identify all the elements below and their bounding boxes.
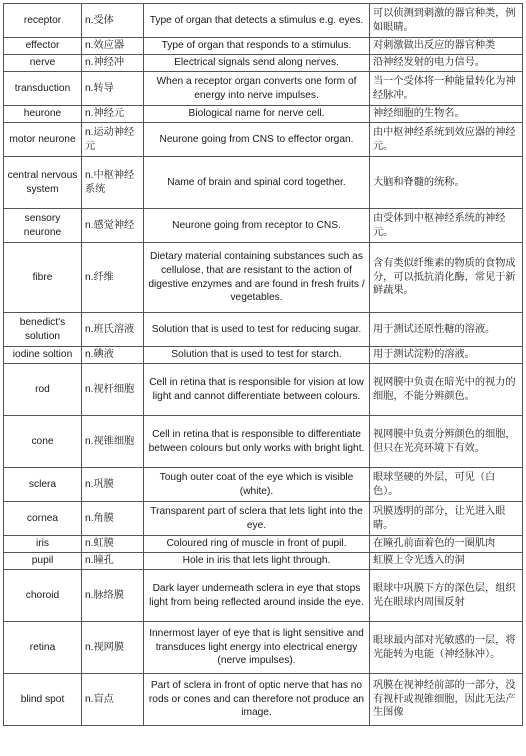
part-of-speech-cell: n.受体 — [82, 4, 144, 38]
definition-cell: Type of organ that detects a stimulus e.g. eyes. — [144, 4, 370, 38]
term-cell: motor neurone — [4, 123, 82, 157]
definition-cell: Name of brain and spinal cord together. — [144, 157, 370, 209]
table-row — [4, 4, 523, 38]
term-cell: central nervous system — [4, 157, 82, 209]
part-of-speech-cell: n.视网膜 — [82, 622, 144, 674]
chinese-definition-cell: 当一个受体将一种能量转化为神经脉冲。 — [370, 72, 523, 106]
part-of-speech-cell: n.运动神经元 — [82, 123, 144, 157]
term-cell: iris — [4, 536, 82, 553]
part-of-speech-cell: n.巩膜 — [82, 468, 144, 502]
definition-cell: Neurone going from receptor to CNS. — [144, 209, 370, 243]
part-of-speech-cell: n.神经元 — [82, 106, 144, 123]
chinese-definition-cell: 由受体到中枢神经系统的神经元。 — [370, 209, 523, 243]
definition-cell: Hole in iris that lets light through. — [144, 553, 370, 570]
part-of-speech-cell: n.纤维 — [82, 243, 144, 313]
table-row — [4, 38, 523, 55]
definition-cell: Biological name for nerve cell. — [144, 106, 370, 123]
table-row — [4, 674, 523, 726]
part-of-speech-cell: n.脉络膜 — [82, 570, 144, 622]
chinese-definition-cell: 用于测试还原性糖的溶液。 — [370, 313, 523, 347]
definition-cell: Coloured ring of muscle in front of pupil. — [144, 536, 370, 553]
definition-cell: Tough outer coat of the eye which is visible (white). — [144, 468, 370, 502]
definition-cell: Dietary material containing substances such as cellulose, that are resistant to the action of digestive enzymes and are found in fresh fruits / vegetables. — [144, 243, 370, 313]
term-cell: receptor — [4, 4, 82, 38]
definition-cell: Type of organ that responds to a stimulus. — [144, 38, 370, 55]
table-row — [4, 468, 523, 502]
table-row — [4, 416, 523, 468]
term-cell: sensory neurone — [4, 209, 82, 243]
chinese-definition-cell: 眼球坚硬的外层，可见（白色）。 — [370, 468, 523, 502]
term-cell: transduction — [4, 72, 82, 106]
glossary-body — [4, 4, 523, 726]
term-cell: choroid — [4, 570, 82, 622]
chinese-definition-cell: 在瞳孔前面着色的一圈肌肉 — [370, 536, 523, 553]
term-cell: rod — [4, 364, 82, 416]
definition-cell: Dark layer underneath sclera in eye that stops light from being reflected around inside the eye. — [144, 570, 370, 622]
term-cell: pupil — [4, 553, 82, 570]
definition-cell: Solution that is used to test for reducing sugar. — [144, 313, 370, 347]
chinese-definition-cell: 对刺激做出反应的器官种类 — [370, 38, 523, 55]
table-row — [4, 622, 523, 674]
term-cell: benedict's solution — [4, 313, 82, 347]
definition-cell: Cell in retina that is responsible for vision at low light and cannot differentiate between colours. — [144, 364, 370, 416]
part-of-speech-cell: n.虹膜 — [82, 536, 144, 553]
term-cell: retina — [4, 622, 82, 674]
table-row — [4, 123, 523, 157]
definition-cell: Neurone going from CNS to effector organ. — [144, 123, 370, 157]
table-row — [4, 72, 523, 106]
term-cell: fibre — [4, 243, 82, 313]
chinese-definition-cell: 沿神经发射的电力信号。 — [370, 55, 523, 72]
table-row — [4, 347, 523, 364]
part-of-speech-cell: n.转导 — [82, 72, 144, 106]
term-cell: blind spot — [4, 674, 82, 726]
part-of-speech-cell: n.神经冲 — [82, 55, 144, 72]
definition-cell: When a receptor organ converts one form of energy into nerve impulses. — [144, 72, 370, 106]
part-of-speech-cell: n.碘液 — [82, 347, 144, 364]
chinese-definition-cell: 视网膜中负责在暗光中的视力的细胞，不能分辨颜色。 — [370, 364, 523, 416]
glossary-table — [3, 3, 523, 726]
part-of-speech-cell: n.视锥细胞 — [82, 416, 144, 468]
term-cell: heurone — [4, 106, 82, 123]
definition-cell: Transparent part of sclera that lets light into the eye. — [144, 502, 370, 536]
chinese-definition-cell: 含有类似纤维素的物质的食物成分，可以抵抗消化酶，常见于新鲜蔬果。 — [370, 243, 523, 313]
table-row — [4, 209, 523, 243]
part-of-speech-cell: n.角膜 — [82, 502, 144, 536]
chinese-definition-cell: 眼球最内部对光敏感的一层，将光能转为电能（神经脉冲）。 — [370, 622, 523, 674]
chinese-definition-cell: 大脑和脊髓的统称。 — [370, 157, 523, 209]
term-cell: cone — [4, 416, 82, 468]
chinese-definition-cell: 可以侦测到刺激的器官种类，例如眼睛。 — [370, 4, 523, 38]
term-cell: nerve — [4, 55, 82, 72]
chinese-definition-cell: 神经细胞的生物名。 — [370, 106, 523, 123]
table-row — [4, 313, 523, 347]
term-cell: effector — [4, 38, 82, 55]
chinese-definition-cell: 眼球中巩膜下方的深色层，组织光在眼球内周围反射 — [370, 570, 523, 622]
part-of-speech-cell: n.感觉神经 — [82, 209, 144, 243]
table-row — [4, 570, 523, 622]
table-row — [4, 502, 523, 536]
chinese-definition-cell: 虹膜上令光透入的洞 — [370, 553, 523, 570]
table-row — [4, 157, 523, 209]
table-row — [4, 106, 523, 123]
table-row — [4, 243, 523, 313]
definition-cell: Solution that is used to test for starch. — [144, 347, 370, 364]
glossary-table-container — [3, 3, 522, 726]
definition-cell: Cell in retina that is responsible to differentiate between colours but only works with bright light. — [144, 416, 370, 468]
part-of-speech-cell: n.盲点 — [82, 674, 144, 726]
term-cell: iodine soltion — [4, 347, 82, 364]
chinese-definition-cell: 巩膜在视神经前部的一部分，没有视杆或视锥细胞，因此无法产生图像 — [370, 674, 523, 726]
chinese-definition-cell: 巩膜透明的部分，让光进入眼睛。 — [370, 502, 523, 536]
part-of-speech-cell: n.中枢神经系统 — [82, 157, 144, 209]
chinese-definition-cell: 由中枢神经系统到效应器的神经元。 — [370, 123, 523, 157]
table-row — [4, 364, 523, 416]
definition-cell: Part of sclera in front of optic nerve that has no rods or cones and can therefore not produce an image. — [144, 674, 370, 726]
table-row — [4, 55, 523, 72]
chinese-definition-cell: 视网膜中负责分辨颜色的细胞，但只在光亮环境下有效。 — [370, 416, 523, 468]
definition-cell: Electrical signals send along nerves. — [144, 55, 370, 72]
part-of-speech-cell: n.效应器 — [82, 38, 144, 55]
term-cell: cornea — [4, 502, 82, 536]
part-of-speech-cell: n.视杆细胞 — [82, 364, 144, 416]
table-row — [4, 553, 523, 570]
table-row — [4, 536, 523, 553]
part-of-speech-cell: n.瞳孔 — [82, 553, 144, 570]
definition-cell: Innermost layer of eye that is light sensitive and transduces light energy into electrical energy (nerve impulses). — [144, 622, 370, 674]
chinese-definition-cell: 用于测试淀粉的溶液。 — [370, 347, 523, 364]
part-of-speech-cell: n.班氏溶液 — [82, 313, 144, 347]
term-cell: sclera — [4, 468, 82, 502]
